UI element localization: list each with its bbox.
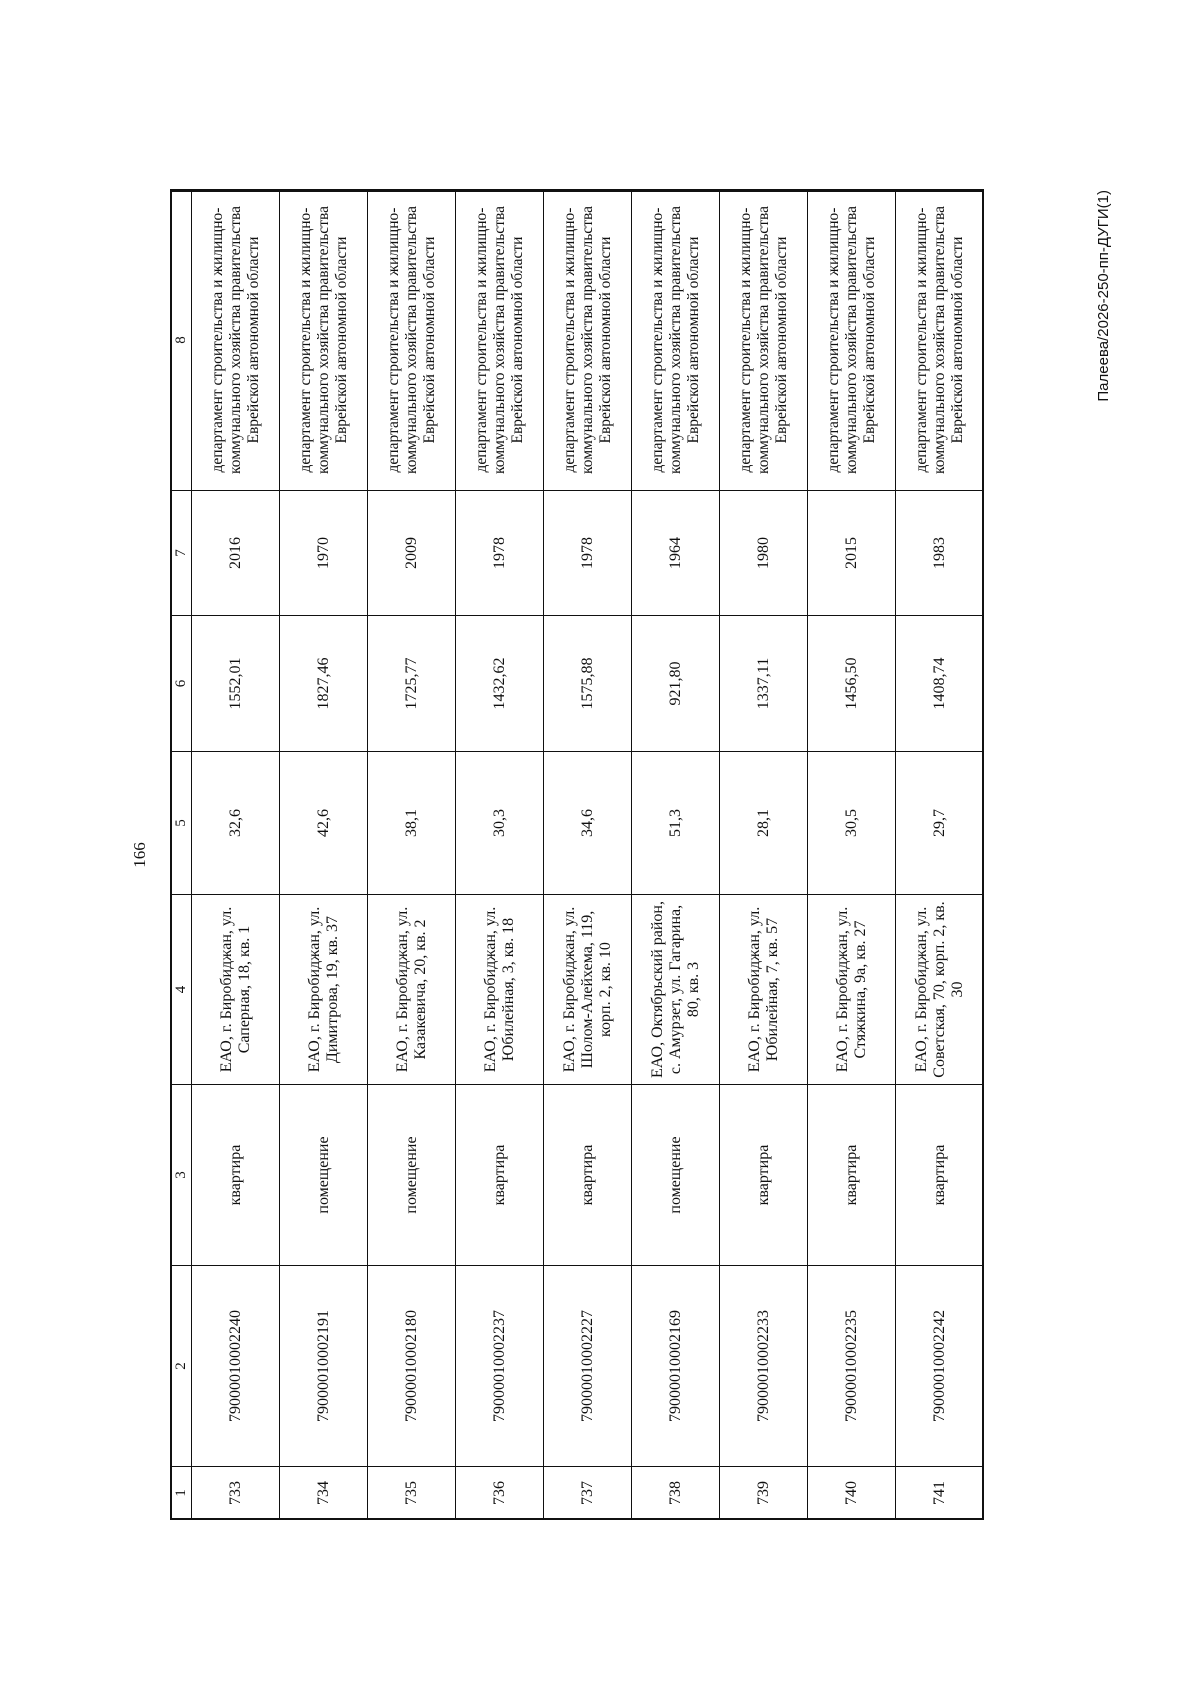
table-row bbox=[720, 190, 808, 1520]
cadastral-number-cell: 79000010002180 bbox=[368, 1266, 456, 1467]
object-type-cell: квартира bbox=[456, 1085, 544, 1266]
object-type-cell: помещение bbox=[632, 1085, 720, 1266]
cadastral-number-cell: 79000010002233 bbox=[720, 1266, 808, 1467]
cadastral-number-cell: 79000010002169 bbox=[632, 1266, 720, 1467]
holder-organization-cell: департамент строительства и жилищно-коммунального хозяйства правительства Еврейской автономной области bbox=[632, 190, 720, 491]
holder-organization-cell: департамент строительства и жилищно-коммунального хозяйства правительства Еврейской автономной области bbox=[280, 190, 368, 491]
table-row bbox=[280, 190, 368, 1520]
holder-organization-cell: департамент строительства и жилищно-коммунального хозяйства правительства Еврейской автономной области bbox=[368, 190, 456, 491]
cadastral-number-cell: 79000010002242 bbox=[896, 1266, 984, 1467]
year-cell: 1970 bbox=[280, 491, 368, 616]
area-value-cell: 28,1 bbox=[720, 752, 808, 895]
page-number: 166 bbox=[130, 842, 149, 868]
holder-organization-cell: департамент строительства и жилищно-коммунального хозяйства правительства Еврейской автономной области bbox=[720, 190, 808, 491]
area-value-cell: 42,6 bbox=[280, 752, 368, 895]
cost-value-cell: 1337,11 bbox=[720, 616, 808, 752]
cost-value-cell: 1575,88 bbox=[544, 616, 632, 752]
year-cell: 1964 bbox=[632, 491, 720, 616]
column-header: 7 bbox=[171, 491, 192, 616]
address-cell: ЕАО, г. Биробиджан, ул. Стяжкина, 9а, кв. 27 bbox=[808, 895, 896, 1085]
cadastral-number-cell: 79000010002227 bbox=[544, 1266, 632, 1467]
property-register-table bbox=[170, 189, 984, 1520]
year-cell: 1978 bbox=[544, 491, 632, 616]
cadastral-number-cell: 79000010002240 bbox=[192, 1266, 280, 1467]
column-header: 5 bbox=[171, 752, 192, 895]
cost-value-cell: 1552,01 bbox=[192, 616, 280, 752]
area-value-cell: 38,1 bbox=[368, 752, 456, 895]
cost-value-cell: 1725,77 bbox=[368, 616, 456, 752]
year-cell: 2016 bbox=[192, 491, 280, 616]
area-value-cell: 30,5 bbox=[808, 752, 896, 895]
holder-organization-cell: департамент строительства и жилищно-коммунального хозяйства правительства Еврейской автономной области bbox=[808, 190, 896, 491]
column-number-header-row bbox=[171, 190, 192, 1520]
column-header: 6 bbox=[171, 616, 192, 752]
cadastral-number-cell: 79000010002191 bbox=[280, 1266, 368, 1467]
address-cell: ЕАО, г. Биробиджан, ул. Юбилейная, 7, кв. 57 bbox=[720, 895, 808, 1085]
object-type-cell: помещение bbox=[368, 1085, 456, 1266]
holder-organization-cell: департамент строительства и жилищно-коммунального хозяйства правительства Еврейской автономной области bbox=[456, 190, 544, 491]
year-cell: 1980 bbox=[720, 491, 808, 616]
year-cell: 2009 bbox=[368, 491, 456, 616]
holder-organization-cell: департамент строительства и жилищно-коммунального хозяйства правительства Еврейской автономной области bbox=[544, 190, 632, 491]
area-value-cell: 32,6 bbox=[192, 752, 280, 895]
column-header: 8 bbox=[171, 190, 192, 491]
holder-organization-cell: департамент строительства и жилищно-коммунального хозяйства правительства Еврейской автономной области bbox=[896, 190, 984, 491]
object-type-cell: квартира bbox=[896, 1085, 984, 1266]
rotated-document-sheet bbox=[130, 190, 1120, 1520]
row-number-cell: 740 bbox=[808, 1467, 896, 1520]
row-number-cell: 734 bbox=[280, 1467, 368, 1520]
row-number-cell: 738 bbox=[632, 1467, 720, 1520]
cadastral-number-cell: 79000010002235 bbox=[808, 1266, 896, 1467]
cost-value-cell: 1432,62 bbox=[456, 616, 544, 752]
table-row bbox=[368, 190, 456, 1520]
column-header: 4 bbox=[171, 895, 192, 1085]
holder-organization-cell: департамент строительства и жилищно-коммунального хозяйства правительства Еврейской автономной области bbox=[192, 190, 280, 491]
table-row bbox=[896, 190, 984, 1520]
column-header: 2 bbox=[171, 1266, 192, 1467]
row-number-cell: 733 bbox=[192, 1467, 280, 1520]
address-cell: ЕАО, г. Биробиджан, ул. Юбилейная, 3, кв. 18 bbox=[456, 895, 544, 1085]
year-cell: 1978 bbox=[456, 491, 544, 616]
row-number-cell: 739 bbox=[720, 1467, 808, 1520]
area-value-cell: 51,3 bbox=[632, 752, 720, 895]
footer-document-code: Палеева/2026-250-пп-ДУГИ(1) bbox=[1095, 190, 1112, 402]
object-type-cell: помещение bbox=[280, 1085, 368, 1266]
cost-value-cell: 921,80 bbox=[632, 616, 720, 752]
object-type-cell: квартира bbox=[192, 1085, 280, 1266]
address-cell: ЕАО, г. Биробиджан, ул. Советская, 70, корп. 2, кв. 30 bbox=[896, 895, 984, 1085]
table-row bbox=[544, 190, 632, 1520]
area-value-cell: 30,3 bbox=[456, 752, 544, 895]
area-value-cell: 29,7 bbox=[896, 752, 984, 895]
table-row bbox=[632, 190, 720, 1520]
cost-value-cell: 1456,50 bbox=[808, 616, 896, 752]
row-number-cell: 735 bbox=[368, 1467, 456, 1520]
area-value-cell: 34,6 bbox=[544, 752, 632, 895]
year-cell: 1983 bbox=[896, 491, 984, 616]
column-header: 3 bbox=[171, 1085, 192, 1266]
object-type-cell: квартира bbox=[544, 1085, 632, 1266]
year-cell: 2015 bbox=[808, 491, 896, 616]
cost-value-cell: 1827,46 bbox=[280, 616, 368, 752]
table-row bbox=[808, 190, 896, 1520]
row-number-cell: 741 bbox=[896, 1467, 984, 1520]
cost-value-cell: 1408,74 bbox=[896, 616, 984, 752]
cadastral-number-cell: 79000010002237 bbox=[456, 1266, 544, 1467]
address-cell: ЕАО, г. Биробиджан, ул. Шолом-Алейхема, 119, корп. 2, кв. 10 bbox=[544, 895, 632, 1085]
address-cell: ЕАО, г. Биробиджан, ул. Димитрова, 19, кв. 37 bbox=[280, 895, 368, 1085]
object-type-cell: квартира bbox=[808, 1085, 896, 1266]
address-cell: ЕАО, г. Биробиджан, ул. Саперная, 18, кв. 1 bbox=[192, 895, 280, 1085]
address-cell: ЕАО, г. Биробиджан, ул. Казакевича, 20, кв. 2 bbox=[368, 895, 456, 1085]
column-header: 1 bbox=[171, 1467, 192, 1520]
table-row bbox=[192, 190, 280, 1520]
table-row bbox=[456, 190, 544, 1520]
object-type-cell: квартира bbox=[720, 1085, 808, 1266]
row-number-cell: 736 bbox=[456, 1467, 544, 1520]
address-cell: ЕАО, Октябрьский район, с. Амурзет, ул. Гагарина, 80, кв. 3 bbox=[632, 895, 720, 1085]
row-number-cell: 737 bbox=[544, 1467, 632, 1520]
